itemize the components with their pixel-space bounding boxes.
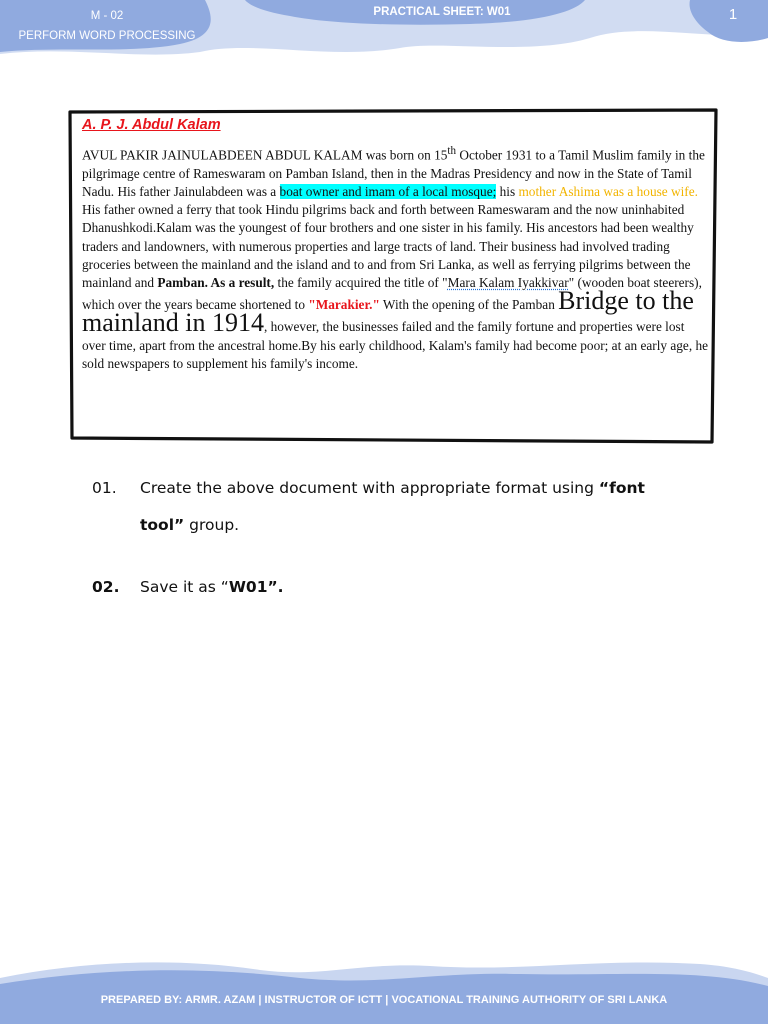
- instruction-1: [92, 470, 692, 544]
- page-number: 1: [728, 6, 738, 23]
- instruction-1-text: Create the above document with appropriate format using: [140, 479, 599, 497]
- text-run: " (wooden boat steerers), which over the years became shortened to: [82, 275, 702, 313]
- document-body: [82, 116, 710, 373]
- highlighted-text: boat owner and imam of a local mosque;: [279, 184, 497, 200]
- instruction-2-number: 02.: [92, 578, 120, 596]
- footer-banner: [0, 956, 768, 1024]
- instruction-1-bold: “font tool”: [140, 479, 645, 534]
- bold-text: Pamban. As a result,: [157, 275, 275, 291]
- red-bold-text: "Marakier.": [308, 297, 380, 313]
- text-run: the family acquired the title of ": [274, 275, 448, 291]
- text-run: , however, the businesses failed and the family fortune and properties were lost over time, apart from the ancestral home.By his early childhood, Kalam's family had become poor; at an early age, he sold newspapers to supplement his family's income.: [82, 319, 709, 371]
- spellcheck-underlined-text: Mara Kalam Iyakkivar: [447, 275, 569, 291]
- instruction-2: [92, 578, 284, 596]
- text-run: October 1931 to a Tamil Muslim family in the pilgrimage centre of Rameswaram on Pamban Island, then in the Madras Presidency and now in the State of Tamil Nadu. His father Jainulabdeen was a: [82, 147, 705, 200]
- text-run: His father owned a ferry that took Hindu pilgrims back and forth between Rameswaram and the now uninhabited Dhanushkodi.Kalam was the youngest of four brothers and one sister in his family. His ancestors had been wealthy traders and landowners, with numerous properties and large tracts of land. Their business had involved trading groceries between the mainland and the island and to and from Sri Lanka, as well as ferrying pilgrims between the mainland and: [82, 202, 694, 291]
- header-module-block: [0, 6, 214, 46]
- module-title: PERFORM WORD PROCESSING: [18, 30, 196, 42]
- instruction-2-bold: W01”.: [228, 578, 284, 596]
- instruction-1-number: 01.: [92, 479, 117, 497]
- text-run: With the opening of the Pamban: [379, 297, 559, 313]
- module-code: M - 02: [90, 10, 124, 22]
- document-paragraph: [82, 142, 710, 373]
- sheet-title: PRACTICAL SHEET: W01: [373, 6, 511, 18]
- instruction-1-text-end: group.: [184, 516, 240, 534]
- document-title: A. P. J. Abdul Kalam: [82, 117, 221, 133]
- superscript-th: th: [447, 145, 457, 158]
- yellow-text: mother Ashima was a house wife.: [518, 184, 698, 200]
- large-text: Bridge to the mainland in 1914: [82, 286, 694, 338]
- text-run: his: [496, 184, 519, 200]
- instruction-2-text: Save it as “: [140, 578, 229, 596]
- text-run: AVUL PAKIR JAINULABDEEN ABDUL KALAM was born on 15: [82, 147, 448, 163]
- footer-credits: PREPARED BY: ARMR. AZAM | INSTRUCTOR OF ICTT | VOCATIONAL TRAINING AUTHORITY OF SRI LANKA: [100, 994, 668, 1006]
